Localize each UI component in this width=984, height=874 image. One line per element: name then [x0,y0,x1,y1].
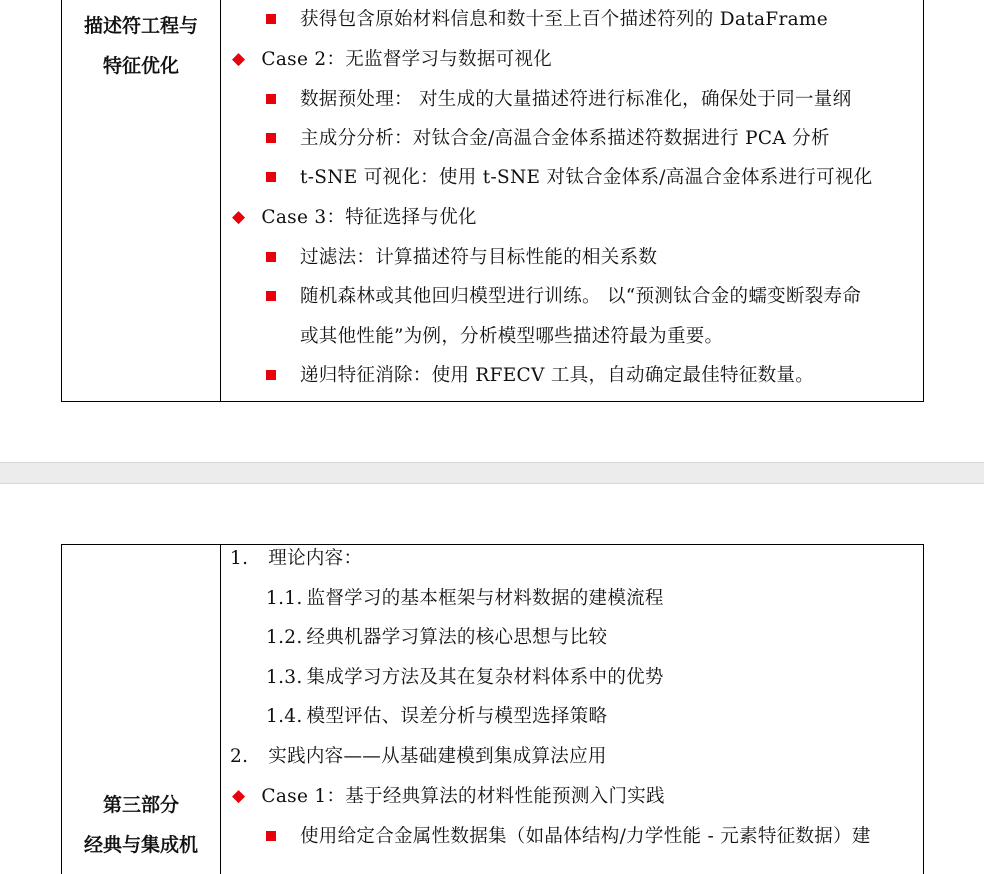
red-square-bullet-icon [266,94,276,104]
page-gap [0,462,984,484]
item-number: 1.3. [266,667,303,688]
section-label-line-1: 第三部分 [102,794,179,816]
section-label-line-2: 经典与集成机 [83,834,198,856]
item-number: 1. [230,548,249,569]
document-page-2 [0,484,984,860]
numbered-item: 1. 理论内容： [230,539,362,579]
item-number: 2. [230,746,249,767]
red-square-bullet-icon [266,252,276,262]
list-item: 主成分分析：对钛合金/高温合金体系描述符数据进行 PCA 分析 [266,119,830,159]
section-label-line-2: 特征优化 [102,55,179,77]
red-square-bullet-icon [266,831,276,841]
red-square-bullet-icon [266,14,276,24]
red-square-bullet-icon [266,133,276,143]
list-item-continuation: 或其他性能”为例，分析模型哪些描述符最为重要。 [300,326,724,347]
list-item: 随机森林或其他回归模型进行训练。 以“预测钛合金的蠕变断裂寿命 [266,277,861,317]
case-heading: ◆ Case 2：无监督学习与数据可视化 [232,40,552,80]
numbered-subitem: 1.4. 模型评估、误差分析与模型选择策略 [266,697,607,737]
section-label-line-1: 描述符工程与 [83,15,198,37]
red-square-bullet-icon [266,172,276,182]
numbered-subitem: 1.3. 集成学习方法及其在复杂材料体系中的优势 [266,658,664,698]
item-number: 1.4. [266,706,303,727]
item-number: 1.1. [266,588,303,609]
list-item: 数据预处理： 对生成的大量描述符进行标准化，确保处于同一量纲 [266,80,851,120]
case-heading: ◆ Case 1：基于经典算法的材料性能预测入门实践 [232,777,665,817]
red-square-bullet-icon [266,291,276,301]
list-item: 递归特征消除：使用 RFECV 工具，自动确定最佳特征数量。 [266,356,814,396]
red-diamond-bullet-icon: ◆ [232,48,246,69]
course-table-section-3 [61,544,924,874]
red-diamond-bullet-icon: ◆ [232,206,246,227]
numbered-subitem: 1.1. 监督学习的基本框架与材料数据的建模流程 [266,579,664,619]
numbered-item: 2. 实践内容——从基础建模到集成算法应用 [230,737,607,777]
red-diamond-bullet-icon: ◆ [232,785,246,806]
numbered-subitem: 1.2. 经典机器学习算法的核心思想与比较 [266,618,607,658]
case-heading: ◆ Case 3：特征选择与优化 [232,198,477,238]
list-item: 获得包含原始材料信息和数十至上百个描述符列的 DataFrame [266,0,828,40]
list-item: 使用给定合金属性数据集（如晶体结构/力学性能 - 元素特征数据）建 [266,817,871,857]
red-square-bullet-icon [266,370,276,380]
table-column-divider [220,545,221,874]
course-table-section-2 [61,0,924,402]
table-column-divider [220,0,221,401]
list-item: 过滤法：计算描述符与目标性能的相关系数 [266,238,657,278]
list-item: t-SNE 可视化：使用 t-SNE 对钛合金体系/高温合金体系进行可视化 [266,158,873,198]
item-number: 1.2. [266,627,303,648]
